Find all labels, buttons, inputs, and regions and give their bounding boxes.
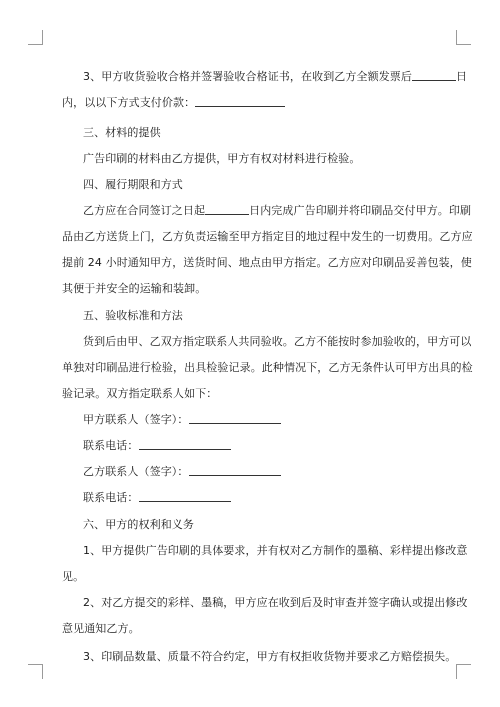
- section4-line3: 提前 24 小时通知甲方，送货时间、地点由甲方指定。乙方应对印刷品妥善包装，使: [62, 256, 472, 269]
- party-b-contact-label: 乙方联系人（签字）：: [83, 465, 189, 478]
- party-b-phone-label: 联系电话：: [83, 491, 139, 504]
- clause3-text-c: 内，以以下方式支付价款：: [62, 96, 196, 109]
- days-blank[interactable]: [412, 68, 456, 81]
- clause3-line1: [83, 64, 467, 90]
- section5-heading: 五、验收标准和方法: [83, 309, 183, 322]
- section4-heading: 四、履行期限和方式: [83, 178, 183, 191]
- section6-item1-line2: 见。: [62, 570, 85, 583]
- crop-mark-bottom-right: [456, 664, 471, 679]
- party-b-contact-blank[interactable]: [189, 463, 281, 476]
- party-a-contact-blank[interactable]: [189, 411, 281, 424]
- crop-mark-top-left: [28, 30, 43, 45]
- clause3-text-a: 3、甲方收货验收合格并签署验收合格证书，在收到乙方全额发票后: [83, 70, 412, 83]
- crop-mark-top-right: [456, 30, 471, 45]
- section4-line4: 其便于并安全的运输和装卸。: [62, 282, 207, 295]
- section5-line3: 验记录。双方指定联系人如下：: [62, 387, 218, 400]
- section4-text-b: 日内完成广告印刷并将印刷品交付甲方。印刷: [249, 204, 472, 217]
- section4-text-a: 乙方应在合同签订之日起: [83, 204, 206, 217]
- payment-method-blank[interactable]: [195, 94, 285, 107]
- party-a-phone-blank[interactable]: [139, 437, 231, 450]
- crop-mark-bottom-left: [28, 664, 43, 679]
- party-b-contact-row: [83, 459, 281, 485]
- section4-line2: 品由乙方送货上门，乙方负责运输至甲方指定目的地过程中发生的一切费用。乙方应: [62, 230, 473, 243]
- clause3-text-b: 日: [456, 70, 468, 83]
- party-b-phone-row: [83, 485, 231, 511]
- section6-item3-line1: 3、印刷品数量、质量不符合约定，甲方有权拒收货物并要求乙方赔偿损失。: [83, 650, 457, 663]
- section3-body: 广告印刷的材料由乙方提供，甲方有权对材料进行检验。: [83, 152, 361, 165]
- section5-line2: 单独对印刷品进行检验，出具检验记录。此种情况下，乙方无条件认可甲方出具的检: [62, 361, 473, 374]
- clause3-line2: [62, 90, 285, 116]
- party-a-phone-label: 联系电话：: [83, 439, 139, 452]
- section3-heading: 三、材料的提供: [83, 126, 161, 139]
- section6-item2-line2: 意见通知乙方。: [62, 622, 140, 635]
- section6-item1-line1: 1、甲方提供广告印刷的具体要求，并有权对乙方制作的墨稿、彩样提出修改意: [83, 544, 468, 557]
- party-a-contact-label: 甲方联系人（签字）：: [83, 413, 189, 426]
- party-a-phone-row: [83, 433, 231, 459]
- section4-line1: [83, 198, 471, 224]
- delivery-days-blank[interactable]: [205, 202, 249, 215]
- section6-item2-line1: 2、对乙方提交的彩样、墨稿，甲方应在收到后及时审查并签字确认或提出修改: [83, 596, 468, 609]
- section6-heading: 六、甲方的权利和义务: [83, 518, 194, 531]
- party-b-phone-blank[interactable]: [139, 489, 231, 502]
- party-a-contact-row: [83, 407, 281, 433]
- section5-line1: 货到后由甲、乙双方指定联系人共同验收。乙方不能按时参加验收的，甲方可以: [83, 335, 472, 348]
